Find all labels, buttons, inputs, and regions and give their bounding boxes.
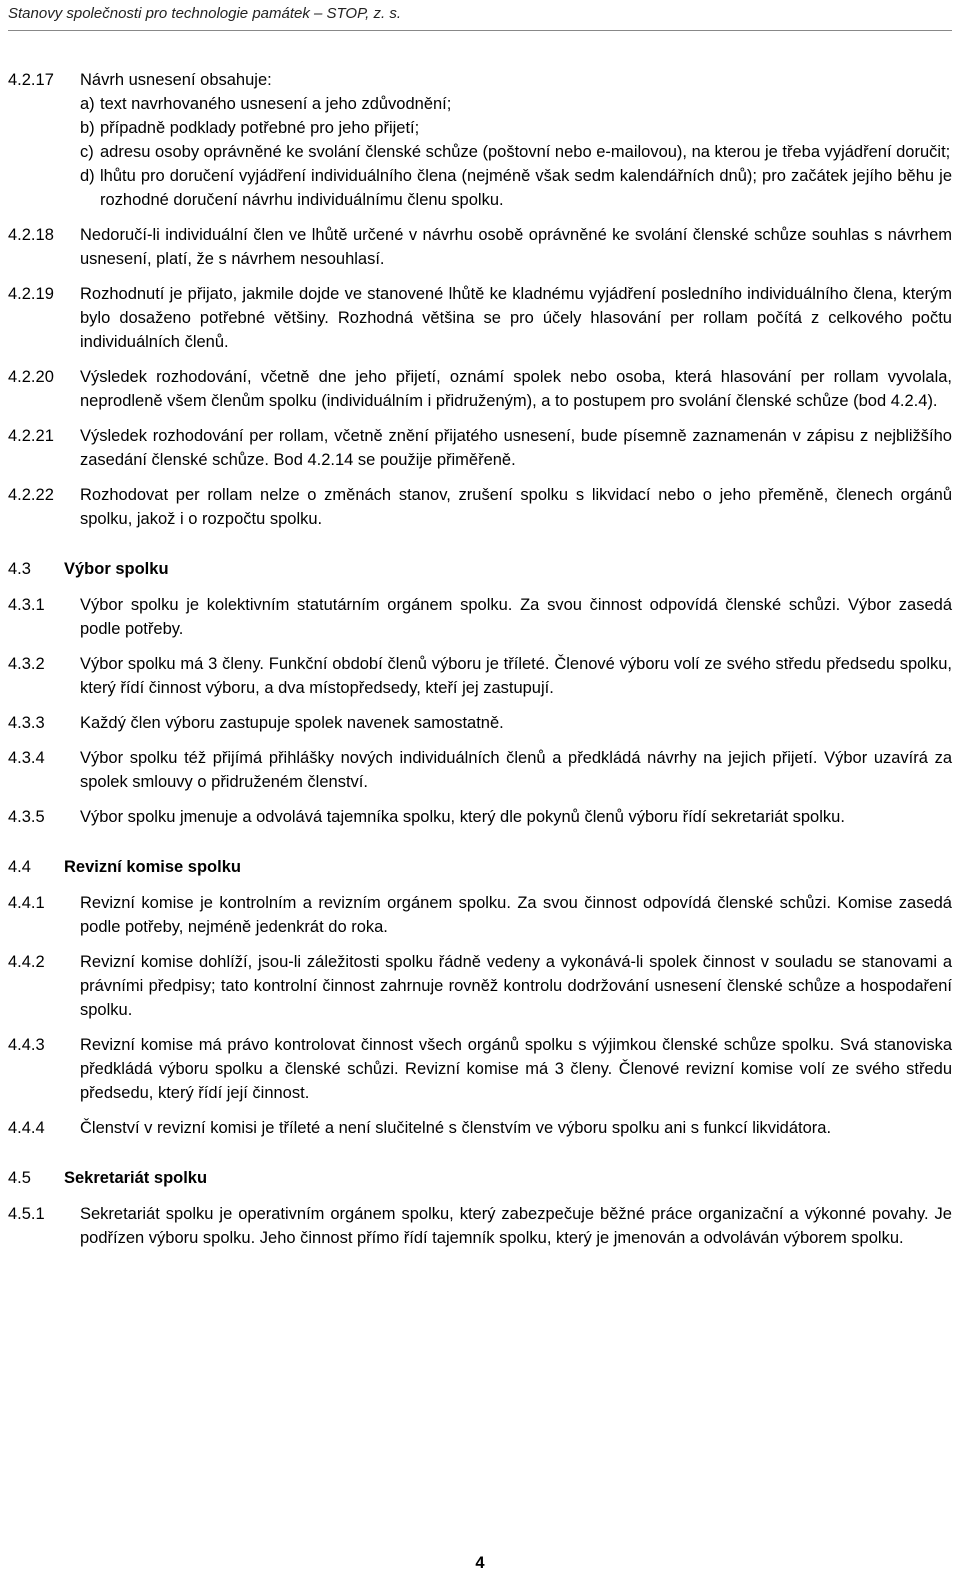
clause <box>8 652 952 700</box>
section-number: 4.4 <box>8 858 31 876</box>
clause-number: 4.4.3 <box>8 1036 45 1054</box>
header-rule <box>8 30 952 31</box>
clause-sublist <box>80 92 952 212</box>
sublist-item <box>80 140 952 164</box>
sublist-letter: c) <box>80 143 94 161</box>
clause <box>8 68 952 212</box>
sublist-text: text navrhovaného usnesení a jeho zdůvodnění; <box>100 95 452 113</box>
document-body <box>8 68 952 1261</box>
clause-body <box>80 365 952 413</box>
clause-body <box>80 68 952 212</box>
clause-text: Revizní komise dohlíží, jsou-li záležitosti spolku řádně vedeny a vykonává-li spolek činnost v souladu se stanovami a právními předpisy; tato kontrolní činnost zahrnuje rovněž kontrolu dodržování usnesení členské schůze a hospodaření spolku. <box>80 953 952 1019</box>
clause <box>8 746 952 794</box>
clause <box>8 282 952 354</box>
sublist-item <box>80 116 952 140</box>
sublist-text: případně podklady potřebné pro jeho přijetí; <box>100 119 420 137</box>
clause-number: 4.2.17 <box>8 71 54 89</box>
section-number: 4.3 <box>8 560 31 578</box>
clause-text: Každý člen výboru zastupuje spolek navenek samostatně. <box>80 714 504 732</box>
clause-number: 4.4.2 <box>8 953 45 971</box>
clause-number: 4.2.19 <box>8 285 54 303</box>
clause-body <box>80 223 952 271</box>
section-title: Výbor spolku <box>64 560 169 578</box>
clause-text: Návrh usnesení obsahuje: <box>80 71 272 89</box>
clause-number: 4.4.1 <box>8 894 45 912</box>
clause-number: 4.3.3 <box>8 714 45 732</box>
section-title: Sekretariát spolku <box>64 1169 208 1187</box>
clause <box>8 1202 952 1250</box>
clause-text: Členství v revizní komisi je tříleté a není slučitelné s členstvím ve výboru spolku ani s funkcí likvidátora. <box>80 1119 832 1137</box>
clause-text: Výbor spolku jmenuje a odvolává tajemníka spolku, který dle pokynů členů výboru řídí sekretariát spolku. <box>80 808 845 826</box>
section-title: Revizní komise spolku <box>64 858 241 876</box>
clause-text: Rozhodovat per rollam nelze o změnách stanov, zrušení spolku s likvidací nebo o jeho přeměně, členech orgánů spolku, jakož i o rozpočtu spolku. <box>80 486 952 528</box>
clause-number: 4.2.20 <box>8 368 54 386</box>
clause-number: 4.3.5 <box>8 808 45 826</box>
section-heading <box>8 1166 952 1190</box>
sublist-letter: d) <box>80 167 95 185</box>
clause-number: 4.2.18 <box>8 226 54 244</box>
clause-text: Výsledek rozhodování per rollam, včetně znění přijatého usnesení, bude písemně zaznamenán v zápisu z nejbližšího zasedání členské schůze. Bod 4.2.14 se použije přiměřeně. <box>80 427 952 469</box>
clause <box>8 891 952 939</box>
sublist-letter: a) <box>80 95 95 113</box>
document-header: Stanovy společnosti pro technologie památek – STOP, z. s. <box>8 5 402 22</box>
clause-text: Rozhodnutí je přijato, jakmile dojde ve stanovené lhůtě ke kladnému vyjádření posledního individuálního člena, kterým bylo dosaženo potřebné většiny. Rozhodná většina se pro účely hlasování per rollam počítá z celkového počtu individuálních členů. <box>80 285 952 351</box>
clause-number: 4.3.1 <box>8 596 45 614</box>
clause-body <box>80 483 952 531</box>
clause-number: 4.4.4 <box>8 1119 45 1137</box>
clause <box>8 950 952 1022</box>
clause <box>8 1033 952 1105</box>
clause-number: 4.2.21 <box>8 427 54 445</box>
clause-number: 4.5.1 <box>8 1205 45 1223</box>
clause <box>8 223 952 271</box>
sublist-item <box>80 92 952 116</box>
clause-number: 4.3.2 <box>8 655 45 673</box>
section-number: 4.5 <box>8 1169 31 1187</box>
clause <box>8 424 952 472</box>
clause-text: Revizní komise má právo kontrolovat činnost všech orgánů spolku s výjimkou členské schůze spolku. Svá stanoviska předkládá výboru spolku a členské schůzi. Revizní komise má 3 členy. Členové revizní komise volí ze svého středu předsedu, který řídí její činnost. <box>80 1036 952 1102</box>
clause-text: Výsledek rozhodování, včetně dne jeho přijetí, oznámí spolek nebo osoba, která hlasování per rollam vyvolala, neprodleně všem členům spolku (individuálním i přidruženým), a to postupem pro svolání členské schůze (bod 4.2.4). <box>80 368 952 410</box>
sublist-letter: b) <box>80 119 95 137</box>
sublist-item <box>80 164 952 212</box>
clause <box>8 805 952 829</box>
clause <box>8 593 952 641</box>
clause-text: Nedoručí-li individuální člen ve lhůtě určené v návrhu osobě oprávněné ke svolání členské schůze souhlas s návrhem usnesení, platí, že s návrhem nesouhlasí. <box>80 226 952 268</box>
clause-text: Revizní komise je kontrolním a revizním orgánem spolku. Za svou činnost odpovídá členské schůzi. Komise zasedá podle potřeby, nejméně jedenkrát do roka. <box>80 894 952 936</box>
clause-text: Výbor spolku má 3 členy. Funkční období členů výboru je tříleté. Členové výboru volí ze svého středu předsedu spolku, který řídí činnost výboru, a dva místopředsedy, kteří jej zastupují. <box>80 655 952 697</box>
clause <box>8 711 952 735</box>
clause <box>8 365 952 413</box>
clause-number: 4.2.22 <box>8 486 54 504</box>
clause-text: Výbor spolku též přijímá přihlášky nových individuálních členů a předkládá návrhy na jejich přijetí. Výbor uzavírá za spolek smlouvy o přidruženém členství. <box>80 749 952 791</box>
sublist-text: lhůtu pro doručení vyjádření individuálního člena (nejméně však sedm kalendářních dnů); pro začátek jejího běhu je rozhodné doručení návrhu individuálnímu členu spolku. <box>100 167 952 209</box>
section-heading <box>8 557 952 581</box>
clause-text: Výbor spolku je kolektivním statutárním orgánem spolku. Za svou činnost odpovídá členské schůzi. Výbor zasedá podle potřeby. <box>80 596 952 638</box>
section-heading <box>8 855 952 879</box>
clause-text: Sekretariát spolku je operativním orgánem spolku, který zabezpečuje běžné práce organizační a výkonné povahy. Je podřízen výboru spolku. Jeho činnost přímo řídí tajemník spolku, který je jmenován a odvoláván výborem spolku. <box>80 1205 952 1247</box>
clause-number: 4.3.4 <box>8 749 45 767</box>
clause <box>8 1116 952 1140</box>
clause-body <box>80 282 952 354</box>
clause-body <box>80 424 952 472</box>
page-number: 4 <box>475 1554 485 1572</box>
sublist-text: adresu osoby oprávněné ke svolání členské schůze (poštovní nebo e-mailovou), na kterou je třeba vyjádření doručit; <box>100 143 951 161</box>
clause <box>8 483 952 531</box>
